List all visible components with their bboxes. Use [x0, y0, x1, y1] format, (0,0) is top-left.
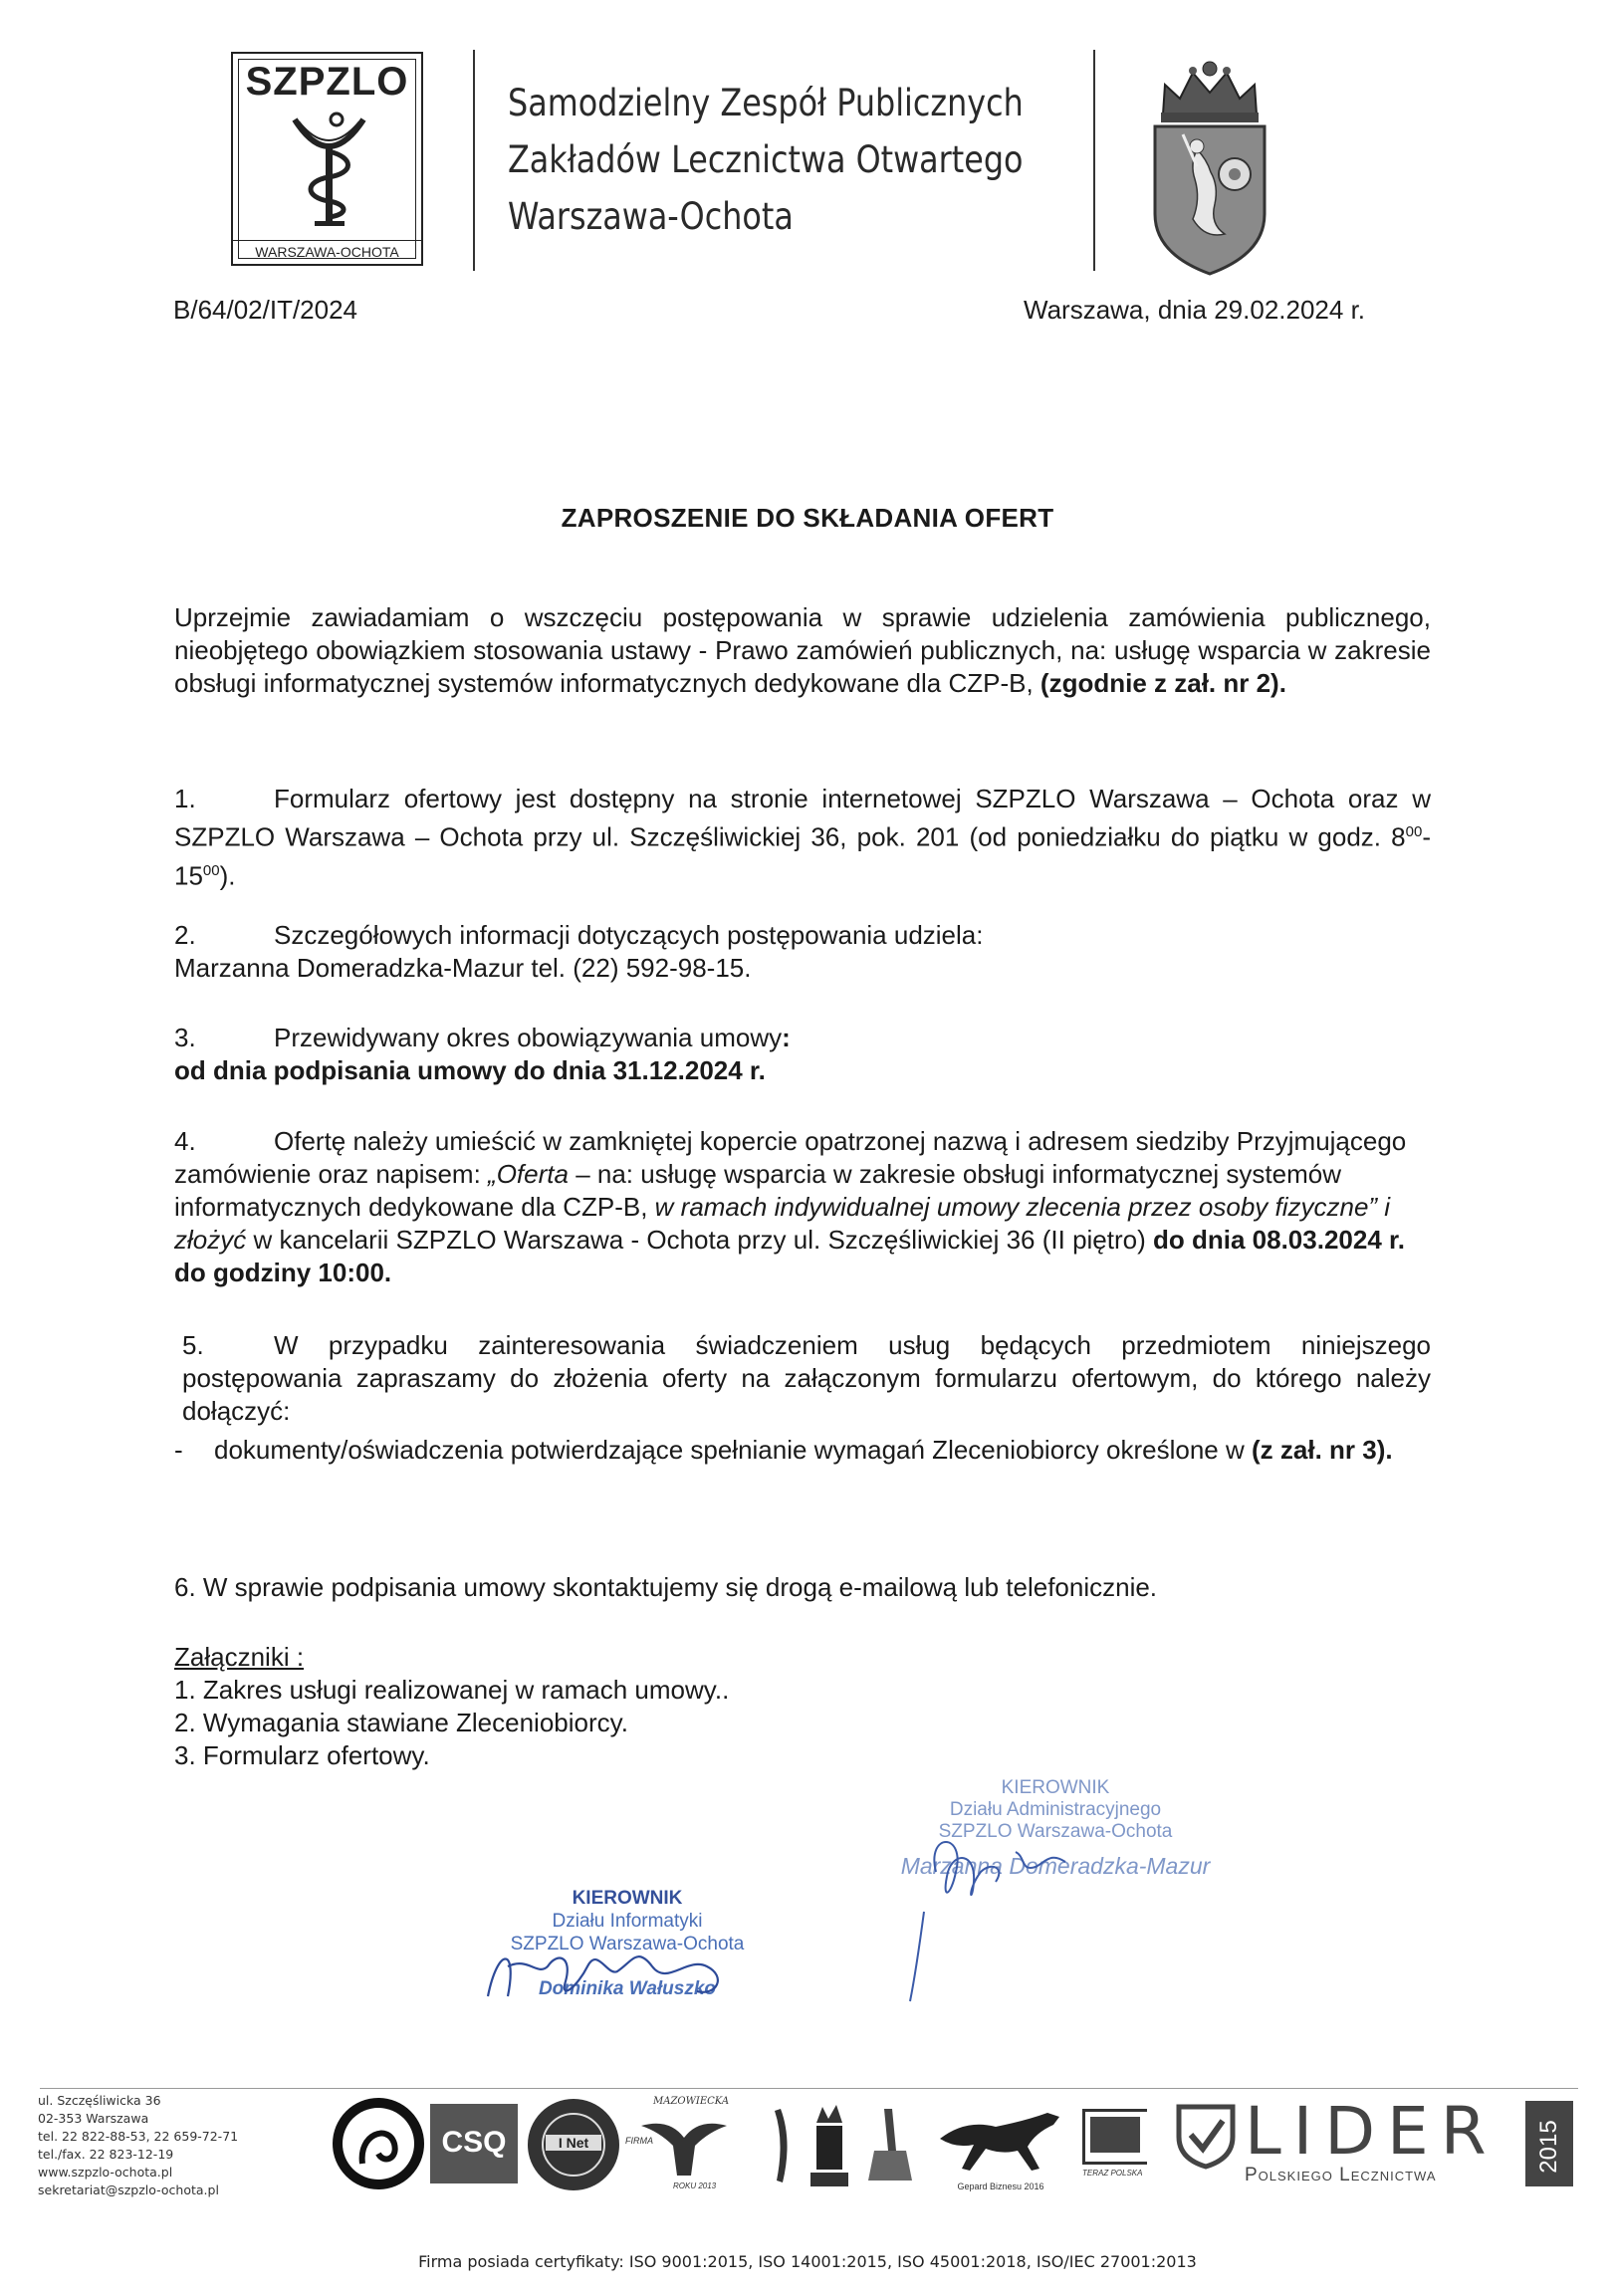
- firma-label: FIRMA: [625, 2136, 653, 2146]
- time-range: -15: [174, 821, 1431, 891]
- item-1-end: ).: [219, 860, 236, 891]
- mazowiecka-label: MAZOWIECKA: [653, 2096, 730, 2107]
- item-number: 1.: [174, 784, 196, 813]
- contract-period: od dnia podpisania umowy do dnia 31.12.2024 r.: [174, 1055, 766, 1085]
- stamp-organization: SZPZLO Warszawa-Ochota: [938, 1821, 1173, 1842]
- item-6: 6. W sprawie podpisania umowy skontaktujemy się drogą e-mailową lub telefonicznie.: [174, 1572, 1158, 1602]
- item-number: 4.: [174, 1126, 196, 1156]
- bullet-text-wrap: [214, 1434, 1431, 1467]
- attachment-item: 2. Wymagania stawiane Zleceniobiorcy.: [174, 1708, 628, 1737]
- attachment-item: 1. Zakres usługi realizowanej w ramach umowy..: [174, 1675, 730, 1705]
- caduceus-icon: [277, 112, 381, 231]
- lider-year: 2015: [1535, 2120, 1562, 2174]
- submission-deadline: do dnia 08.03.2024 r. do godziny 10:00.: [174, 1225, 1405, 1287]
- inet-label: I Net: [546, 2135, 601, 2151]
- header-divider: [1093, 50, 1095, 271]
- colon: :: [782, 1023, 791, 1052]
- warsaw-coat-of-arms-icon: [1135, 55, 1284, 284]
- bullet-dash: -: [174, 1435, 183, 1465]
- gepard-label: Gepard Biznesu 2016: [957, 2181, 1044, 2191]
- lider-year-box: [1525, 2101, 1573, 2186]
- bullet-text: dokumenty/oświadczenia potwierdzające spełnianie wymagań Zleceniobiorcy określone w: [214, 1435, 1245, 1465]
- contact-person: Marzanna Domeradzka-Mazur tel. (22) 592-98-15.: [174, 953, 752, 983]
- stamp-name: Dominika Wałuszko: [538, 1978, 717, 1999]
- stamp-department: Działu Administracyjnego: [949, 1799, 1162, 1820]
- item-4: [174, 1125, 1431, 1289]
- bullet-attachment-ref: (z zał. nr 3).: [1252, 1435, 1393, 1465]
- stamp-department: Działu Informatyki: [552, 1911, 703, 1932]
- document-date: Warszawa, dnia 29.02.2024 r.: [1024, 295, 1366, 325]
- intro-text: Uprzejmie zawiadamiam o wszczęciu postępowania w sprawie udzielenia zamówienia publicznego, nieobjętego obowiązkiem stosowania ustawy - Prawo zamówień publicznych, na: usługę wsparcia w zakresie obsługi informatycznej systemów informatycznych dedykowane dla CZP-B,: [174, 602, 1431, 698]
- header-divider: [473, 50, 475, 271]
- roku-label: ROKU 2013: [673, 2181, 717, 2190]
- attachment-item: 3. Formularz ofertowy.: [174, 1740, 430, 1770]
- footer-certificates: Firma posiada certyfikaty: ISO 9001:2015, ISO 14001:2015, ISO 45001:2018, ISO/IEC 27001:2013: [418, 2252, 1197, 2271]
- time-superscript: 00: [202, 861, 220, 879]
- signature-admin: [896, 1812, 1155, 2011]
- attachments-heading: Załączniki :: [174, 1642, 305, 1672]
- gepard-biznesu-badge: [936, 2099, 1065, 2193]
- intro-paragraph: [174, 601, 1431, 700]
- csq-label: CSQ: [441, 2126, 507, 2159]
- item-4-italic-1: „Oferta: [488, 1159, 569, 1189]
- item-4-italic-2: w ramach indywidualnej umowy zlecenia przez osoby fizyczne” i złożyć: [174, 1192, 1391, 1255]
- organization-name-line-1: Samodzielny Zespół Publicznych: [508, 82, 1024, 124]
- item-5-text: W przypadku zainteresowania świadczeniem usług będących przedmiotem niniejszego postępowania zapraszamy do złożenia oferty na załączonym formularzu ofertowym, do którego należy dołączyć:: [182, 1330, 1431, 1426]
- lider-label: LIDER: [1245, 2093, 1499, 2170]
- item-4-text-3: w kancelarii SZPZLO Warszawa - Ochota przy ul. Szczęśliwickiej 36 (II piętro): [246, 1225, 1153, 1255]
- footer-address-city: 02-353 Warszawa: [38, 2111, 149, 2126]
- item-1: [174, 783, 1431, 892]
- csq-badge: [430, 2104, 518, 2183]
- item-number: 2.: [174, 920, 196, 950]
- item-4-text-1: Ofertę należy umieścić w zamkniętej kopercie opatrzonej nazwą i adresem siedziby Przyjmującego zamówienie oraz napisem:: [174, 1126, 1407, 1189]
- item-3: [174, 1022, 1431, 1087]
- organization-name-line-2: Zakładów Lecznictwa Otwartego: [508, 138, 1024, 181]
- footer-fax: tel./fax. 22 823-12-19: [38, 2147, 174, 2162]
- inet-certificate-badge: [528, 2099, 619, 2190]
- organization-logo: [231, 52, 423, 266]
- item-1-text: Formularz ofertowy jest dostępny na stronie internetowej SZPZLO Warszawa – Ochota oraz w SZPZLO Warszawa – Ochota przy ul. Szczęśliwickiej 36, pok. 201 (od poniedziałku do piątku w godz. 8: [174, 784, 1431, 852]
- intro-attachment-ref: (zgodnie z zał. nr 2).: [1039, 668, 1286, 698]
- logo-subtitle: WARSZAWA-OCHOTA: [233, 240, 421, 260]
- stamp-name: Marzanna Domeradzka-Mazur: [900, 1853, 1211, 1879]
- item-2-line-1: Szczegółowych informacji dotyczących postępowania udziela:: [274, 920, 984, 950]
- attachments: [174, 1641, 871, 1772]
- stamp-role: KIEROWNIK: [1001, 1777, 1110, 1798]
- award-emblem-icon: [329, 2094, 428, 2193]
- footer-address-street: ul. Szczęśliwicka 36: [38, 2093, 161, 2108]
- footer-website: www.szpzlo-ochota.pl: [38, 2165, 173, 2180]
- stamp-organization: SZPZLO Warszawa-Ochota: [510, 1934, 745, 1954]
- item-4-text-2: – na: usługę wsparcia w zakresie obsługi informatycznej systemów informatycznych dedykowane dla CZP-B,: [174, 1159, 1341, 1222]
- shield-check-icon: [1175, 2101, 1237, 2171]
- teraz-polska-label: TERAZ POLSKA: [1082, 2169, 1143, 2178]
- footer-divider: [40, 2088, 1578, 2089]
- teraz-polska-badge: [1082, 2109, 1160, 2183]
- item-2: [174, 919, 1431, 985]
- item-5-bullet: [174, 1434, 1431, 1467]
- item-number: 3.: [174, 1023, 196, 1052]
- document-reference: B/64/02/IT/2024: [173, 295, 358, 325]
- trophies-icon: [767, 2101, 926, 2195]
- document-title: ZAPROSZENIE DO SKŁADANIA OFERT: [561, 503, 1054, 533]
- item-5: [182, 1329, 1431, 1428]
- footer-email: sekretariat@szpzlo-ochota.pl: [38, 2182, 219, 2197]
- organization-name-line-3: Warszawa-Ochota: [508, 195, 794, 238]
- item-3-line-1: Przewidywany okres obowiązywania umowy: [274, 1023, 783, 1052]
- lider-polskiego-lecznictwa-badge: [1175, 2093, 1583, 2190]
- stamp-role: KIEROWNIK: [572, 1888, 683, 1909]
- cheetah-icon: [936, 2099, 1065, 2177]
- mazowiecka-firma-roku-badge: [625, 2096, 745, 2195]
- item-number: 5.: [182, 1330, 204, 1360]
- lider-subtitle: Polskiego Lecznictwa: [1245, 2165, 1437, 2185]
- time-superscript: 00: [1405, 823, 1423, 840]
- footer-phone: tel. 22 822-88-53, 22 659-72-71: [38, 2129, 239, 2144]
- logo-title: SZPZLO: [245, 60, 409, 104]
- signature-it: [478, 1927, 767, 2021]
